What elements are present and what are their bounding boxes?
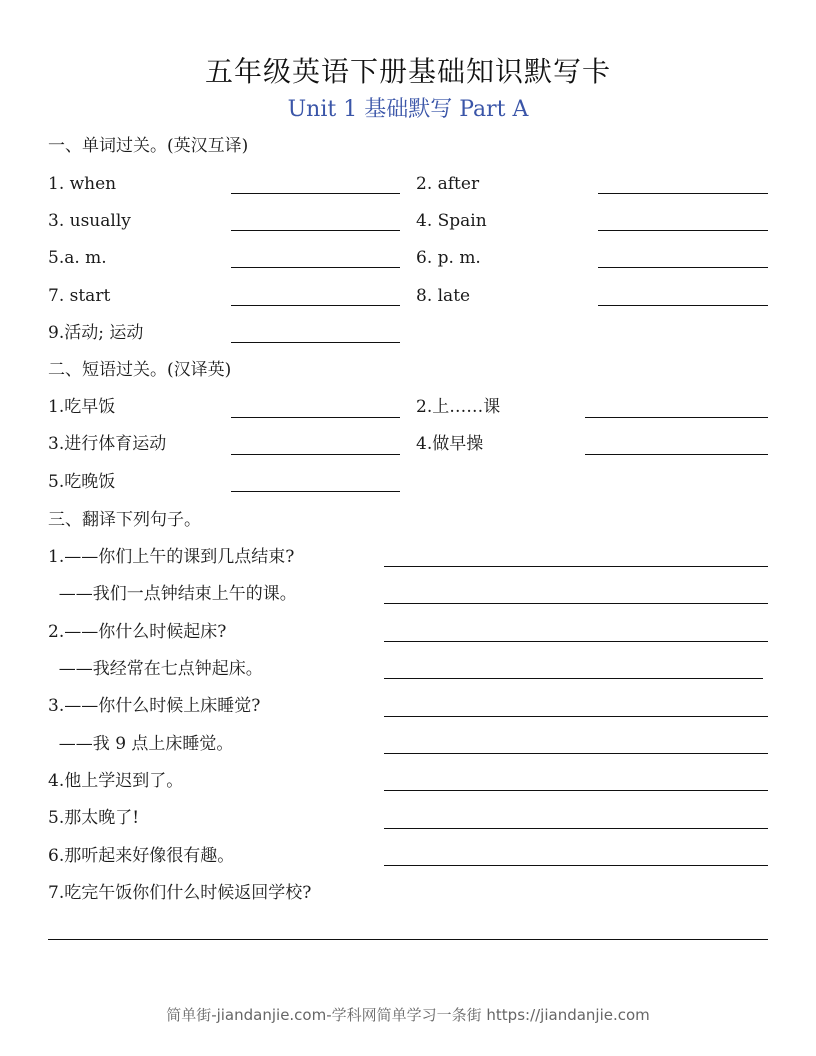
sentence-item-1a: ——我们一点钟结束上午的课。: [48, 584, 297, 604]
answer-line-sentence-1q[interactable]: [384, 566, 768, 567]
sentence-item-4: 4.他上学迟到了。: [48, 771, 184, 791]
sentence-item-2a: ——我经常在七点钟起床。: [48, 659, 263, 679]
answer-line-word-6[interactable]: [598, 267, 768, 268]
answer-line-sentence-1a[interactable]: [384, 603, 768, 604]
answer-line-word-1[interactable]: [231, 193, 400, 194]
answer-line-word-9[interactable]: [231, 342, 400, 343]
word-item-7: 7. start: [48, 286, 111, 306]
answer-line-sentence-3q[interactable]: [384, 716, 768, 717]
answer-line-sentence-7[interactable]: [48, 939, 768, 940]
answer-line-sentence-6[interactable]: [384, 865, 768, 866]
sentence-item-7: 7.吃完午饭你们什么时候返回学校?: [48, 883, 312, 903]
answer-line-phrase-1[interactable]: [231, 417, 400, 418]
word-item-5: 5.a. m.: [48, 248, 107, 268]
answer-line-phrase-2[interactable]: [585, 417, 768, 418]
phrase-item-5: 5.吃晚饭: [48, 472, 116, 492]
sentence-item-3q: 3.——你什么时候上床睡觉?: [48, 696, 261, 716]
answer-line-word-7[interactable]: [231, 305, 400, 306]
word-item-4: 4. Spain: [416, 211, 487, 231]
word-item-6: 6. p. m.: [416, 248, 481, 268]
answer-line-word-3[interactable]: [231, 230, 400, 231]
answer-line-word-5[interactable]: [231, 267, 400, 268]
answer-line-sentence-5[interactable]: [384, 828, 768, 829]
section1-heading: 一、单词过关。(英汉互译): [48, 136, 249, 156]
answer-line-sentence-4[interactable]: [384, 790, 768, 791]
answer-line-phrase-4[interactable]: [585, 454, 768, 455]
sentence-item-5: 5.那太晚了!: [48, 808, 140, 828]
word-item-2: 2. after: [416, 174, 480, 194]
word-item-3: 3. usually: [48, 211, 131, 231]
answer-line-sentence-3a[interactable]: [384, 753, 768, 754]
answer-line-phrase-3[interactable]: [231, 454, 400, 455]
phrase-item-4: 4.做早操: [416, 434, 484, 454]
sentence-item-2q: 2.——你什么时候起床?: [48, 622, 227, 642]
phrase-item-2: 2.上……课: [416, 397, 501, 417]
page-subtitle: Unit 1 基础默写 Part A: [287, 97, 529, 122]
word-item-9: 9.活动; 运动: [48, 323, 144, 343]
sentence-item-6: 6.那听起来好像很有趣。: [48, 846, 235, 866]
answer-line-sentence-2q[interactable]: [384, 641, 768, 642]
page-title: 五年级英语下册基础知识默写卡: [204, 55, 611, 88]
answer-line-word-2[interactable]: [598, 193, 768, 194]
word-item-8: 8. late: [416, 286, 471, 306]
section3-heading: 三、翻译下列句子。: [48, 510, 201, 530]
phrase-item-3: 3.进行体育运动: [48, 434, 167, 454]
section2-heading: 二、短语过关。(汉译英): [48, 360, 232, 380]
sentence-item-3a: ——我 9 点上床睡觉。: [48, 734, 234, 754]
sentence-item-1q: 1.——你们上午的课到几点结束?: [48, 547, 295, 567]
answer-line-phrase-5[interactable]: [231, 491, 400, 492]
phrase-item-1: 1.吃早饭: [48, 397, 116, 417]
answer-line-word-8[interactable]: [598, 305, 768, 306]
page-footer: 简单街-jiandanjie.com-学科网简单学习一条街 https://jiandanjie.com: [166, 1006, 650, 1024]
answer-line-sentence-2a[interactable]: [384, 678, 763, 679]
word-item-1: 1. when: [48, 174, 117, 194]
answer-line-word-4[interactable]: [598, 230, 768, 231]
